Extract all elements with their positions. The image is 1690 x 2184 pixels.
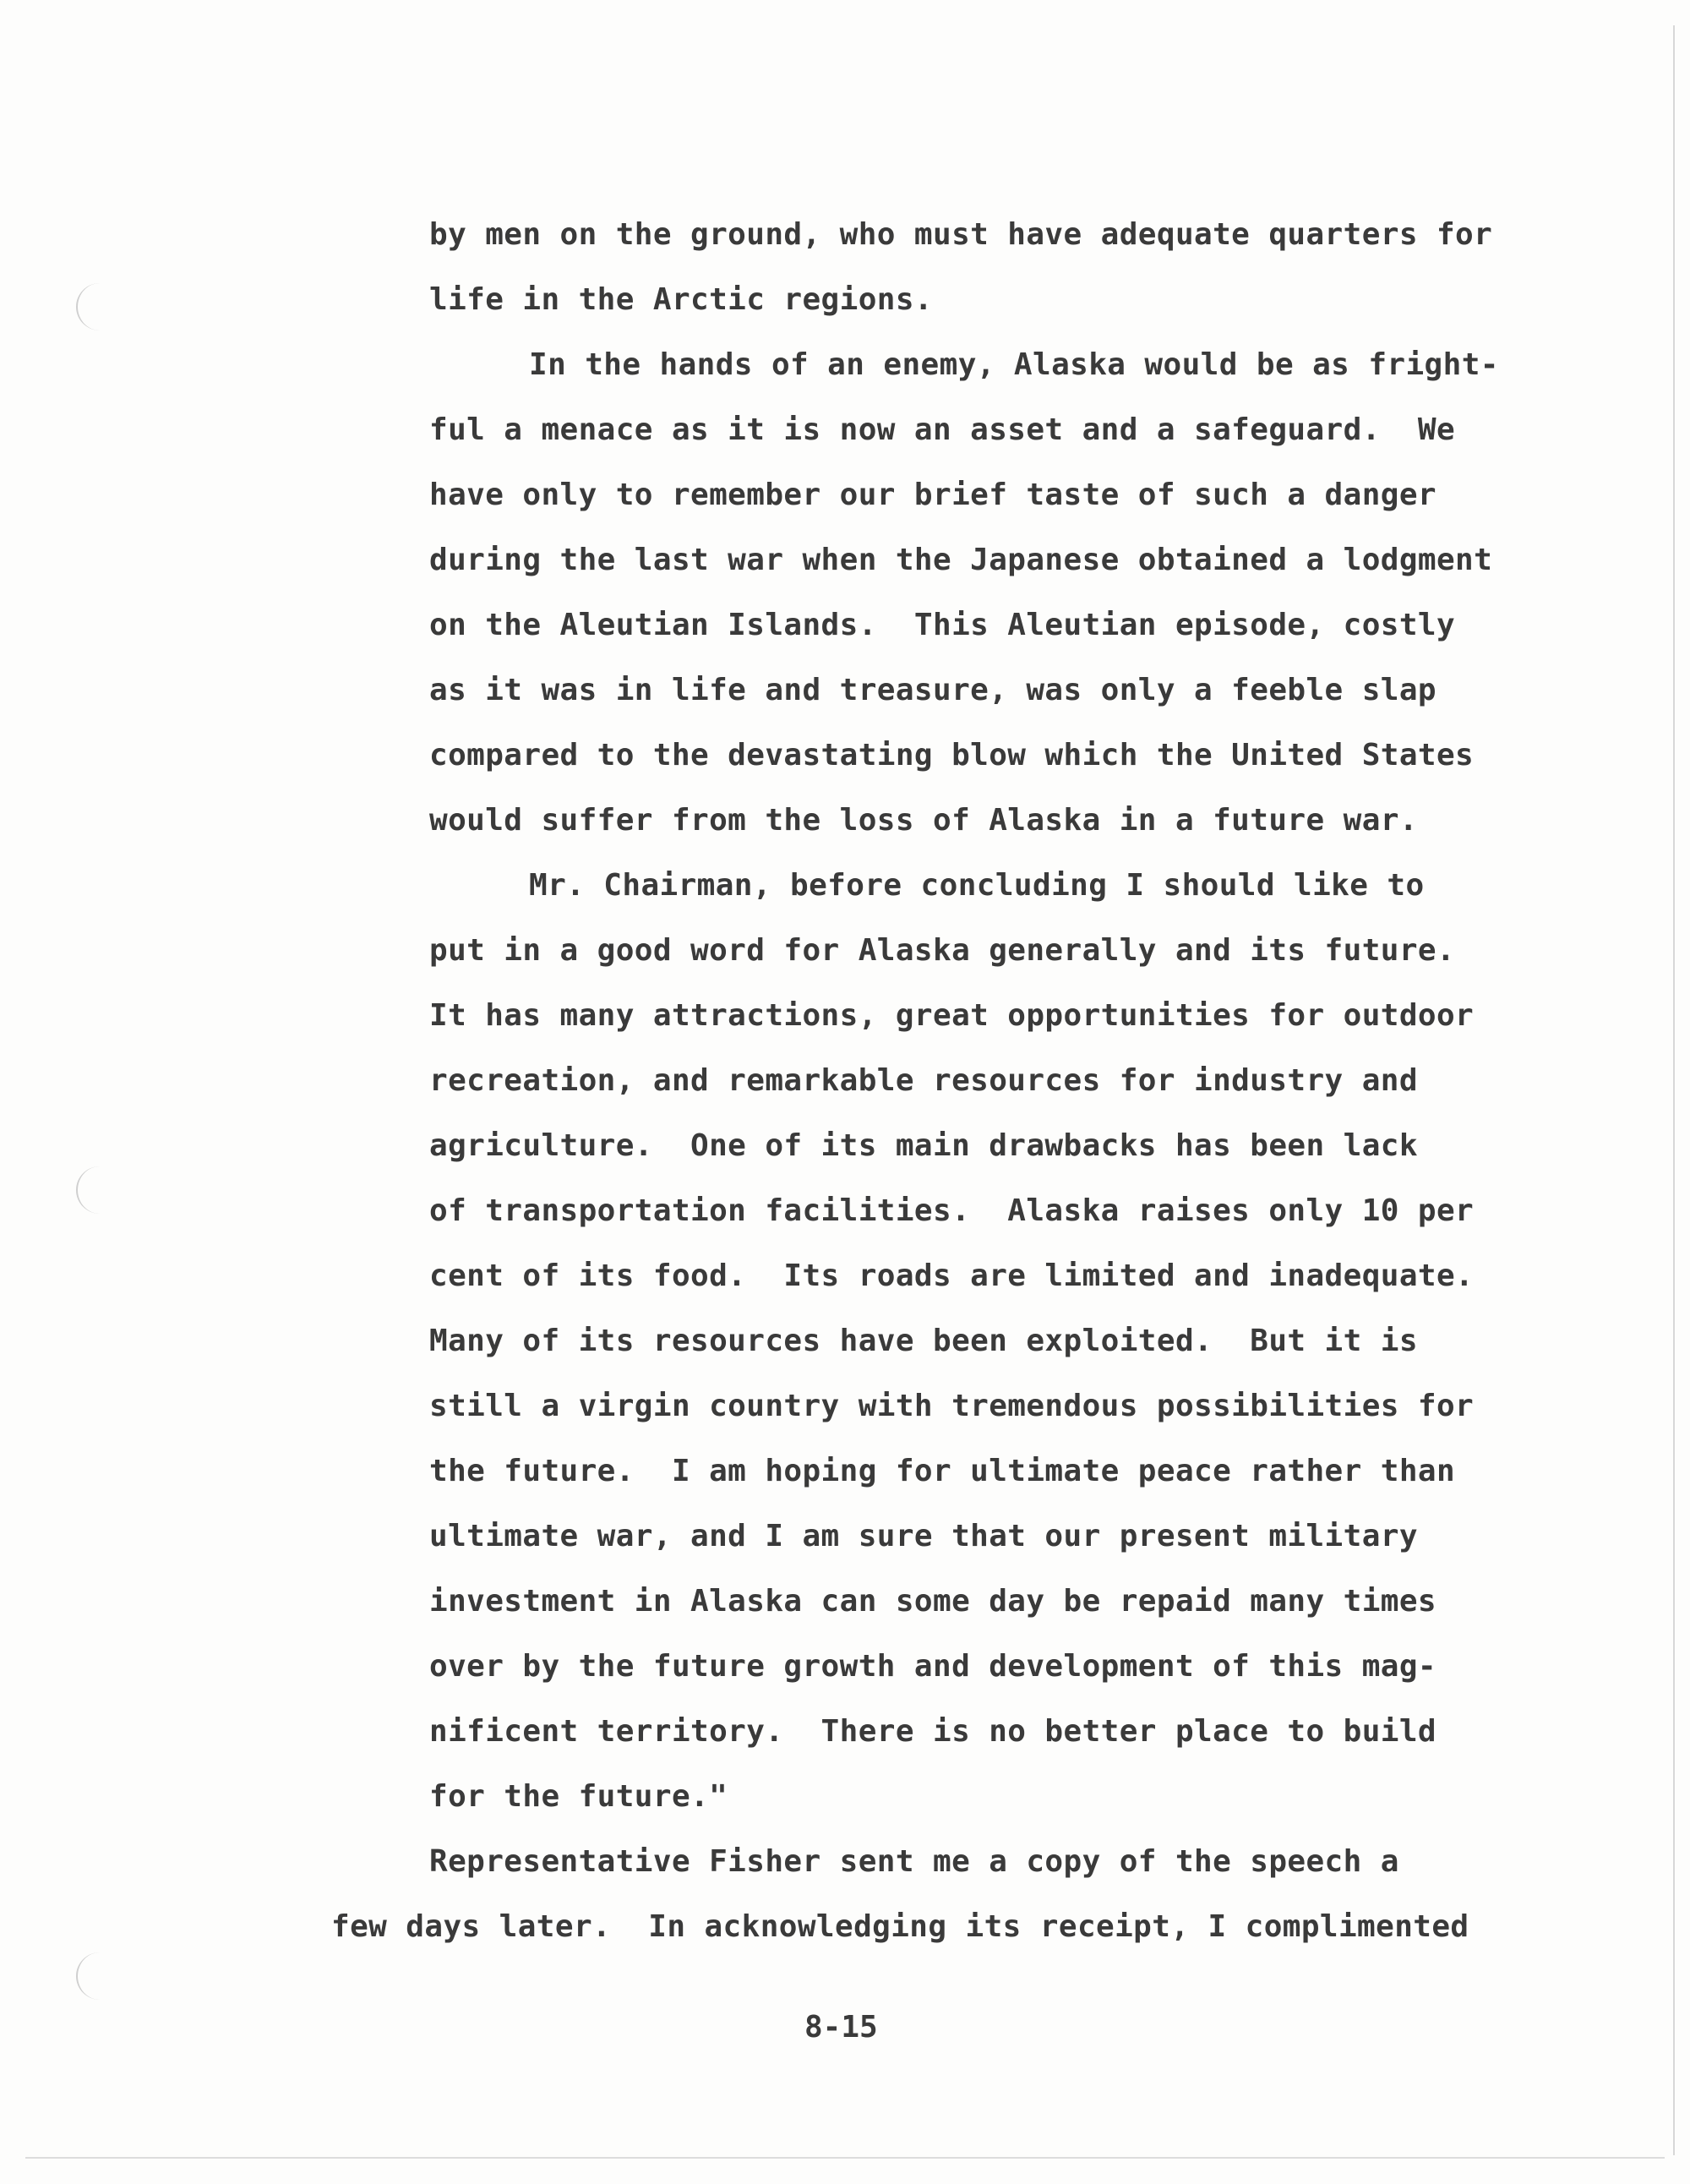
text-line: Representative Fisher sent me a copy of the speech a: [429, 1844, 1399, 1879]
text-line: the future. I am hoping for ultimate peace rather than: [429, 1454, 1456, 1488]
text-line: Many of its resources have been exploited. But it is: [429, 1324, 1418, 1358]
text-line: life in the Arctic regions.: [429, 282, 933, 317]
text-line: Mr. Chairman, before concluding I should like to: [529, 868, 1425, 903]
text-line: ultimate war, and I am sure that our present military: [429, 1519, 1418, 1553]
punch-hole-mark: [76, 283, 100, 330]
text-line: compared to the devastating blow which the United States: [429, 738, 1475, 773]
text-line: by men on the ground, who must have adequate quarters for: [429, 217, 1493, 252]
text-line: nificent territory. There is no better place to build: [429, 1714, 1436, 1749]
text-line: have only to remember our brief taste of such a danger: [429, 478, 1436, 512]
text-line: investment in Alaska can some day be repaid many times: [429, 1584, 1436, 1619]
text-line: as it was in life and treasure, was only a feeble slap: [429, 673, 1436, 707]
punch-hole-mark: [76, 1166, 100, 1214]
page-number: 8-15: [804, 2010, 878, 2045]
text-line: agriculture. One of its main drawbacks has been lack: [429, 1128, 1418, 1163]
text-line: on the Aleutian Islands. This Aleutian episode, costly: [429, 608, 1456, 642]
text-line: cent of its food. Its roads are limited and inadequate.: [429, 1259, 1475, 1293]
text-line: recreation, and remarkable resources for industry and: [429, 1063, 1418, 1098]
text-line: It has many attractions, great opportunities for outdoor: [429, 998, 1475, 1033]
page-edge-right: [1673, 25, 1675, 2155]
text-line: would suffer from the loss of Alaska in a future war.: [429, 803, 1418, 838]
text-line: still a virgin country with tremendous possibilities for: [429, 1389, 1475, 1423]
text-line: ful a menace as it is now an asset and a safeguard. We: [429, 412, 1456, 447]
text-line: for the future.": [429, 1779, 728, 1814]
text-line: put in a good word for Alaska generally and its future.: [429, 933, 1456, 968]
text-line: over by the future growth and development of this mag-: [429, 1649, 1436, 1684]
text-line: during the last war when the Japanese obtained a lodgment: [429, 543, 1493, 577]
page-edge-bottom: [25, 2157, 1665, 2159]
punch-hole-mark: [76, 1952, 100, 2000]
text-line: few days later. In acknowledging its receipt, I complimented: [331, 1909, 1469, 1944]
text-line: of transportation facilities. Alaska raises only 10 per: [429, 1193, 1475, 1228]
text-line: In the hands of an enemy, Alaska would be as fright-: [529, 347, 1499, 382]
